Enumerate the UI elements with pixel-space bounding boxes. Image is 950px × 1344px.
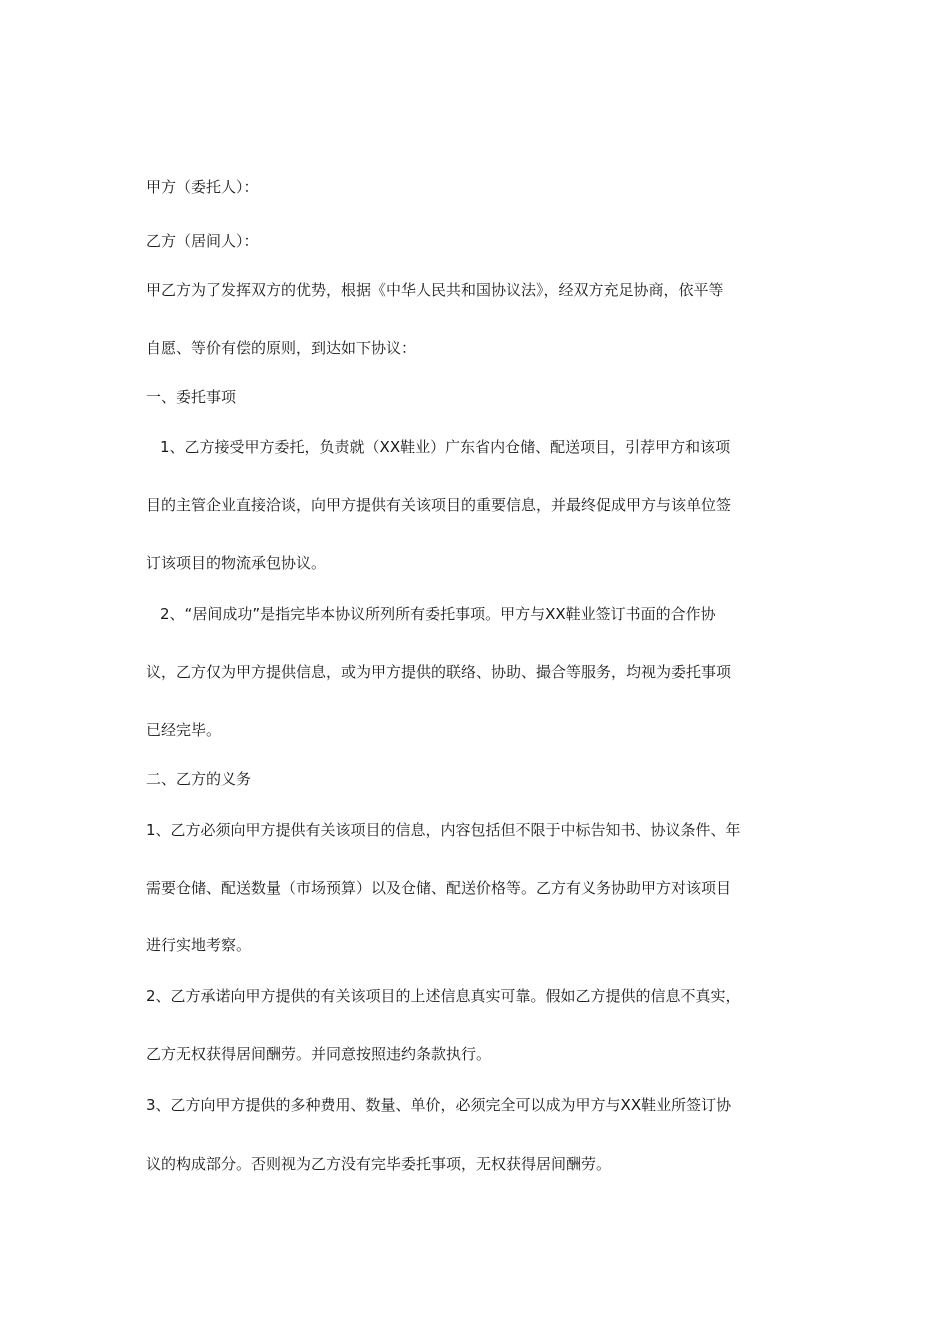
clause-2-3-line-2: 议的构成部分。否则视为乙方没有完毕委托事项，无权获得居间酬劳。 [146,1155,612,1173]
clause-2-1-line-1: 1、乙方必须向甲方提供有关该项目的信息，内容包括但不限于中标告知书、协议条件、年 [146,821,741,839]
preamble-line-1: 甲乙方为了发挥双方的优势，根据《中华人民共和国协议法》，经双方充足协商，依平等 [146,281,724,299]
party-a-line: 甲方（委托人）： [146,178,259,196]
clause-2-2-line-2: 乙方无权获得居间酬劳。并同意按照违约条款执行。 [146,1045,492,1063]
clause-2-1-line-3: 进行实地考察。 [146,936,252,954]
section-2-heading: 二、乙方的义务 [146,770,252,788]
clause-2-3-line-1: 3、乙方向甲方提供的多种费用、数量、单价，必须完全可以成为甲方与XX鞋业所签订协 [146,1096,732,1114]
clause-1-2-line-1: 2、“居间成功”是指完毕本协议所列所有委托事项。甲方与XX鞋业签订书面的合作协 [160,605,716,623]
clause-1-2-line-3: 已经完毕。 [146,721,222,739]
clause-1-1-line-2: 目的主管企业直接洽谈，向甲方提供有关该项目的重要信息，并最终促成甲方与该单位签 [146,496,732,514]
clause-1-2-line-2: 议，乙方仅为甲方提供信息，或为甲方提供的联络、协助、撮合等服务，均视为委托事项 [146,663,732,681]
party-b-line: 乙方（居间人）： [146,232,259,250]
clause-1-1-line-1: 1、乙方接受甲方委托，负责就（XX鞋业）广东省内仓储、配送项目，引荐甲方和该项 [160,438,731,456]
clause-2-1-line-2: 需要仓储、配送数量（市场预算）以及仓储、配送价格等。乙方有义务协助甲方对该项目 [146,879,732,897]
preamble-line-2: 自愿、等价有偿的原则，到达如下协议： [146,339,417,357]
section-1-heading: 一、委托事项 [146,388,237,406]
clause-1-1-line-3: 订该项目的物流承包协议。 [146,554,327,572]
clause-2-2-line-1: 2、乙方承诺向甲方提供的有关该项目的上述信息真实可靠。假如乙方提供的信息不真实， [146,987,741,1005]
